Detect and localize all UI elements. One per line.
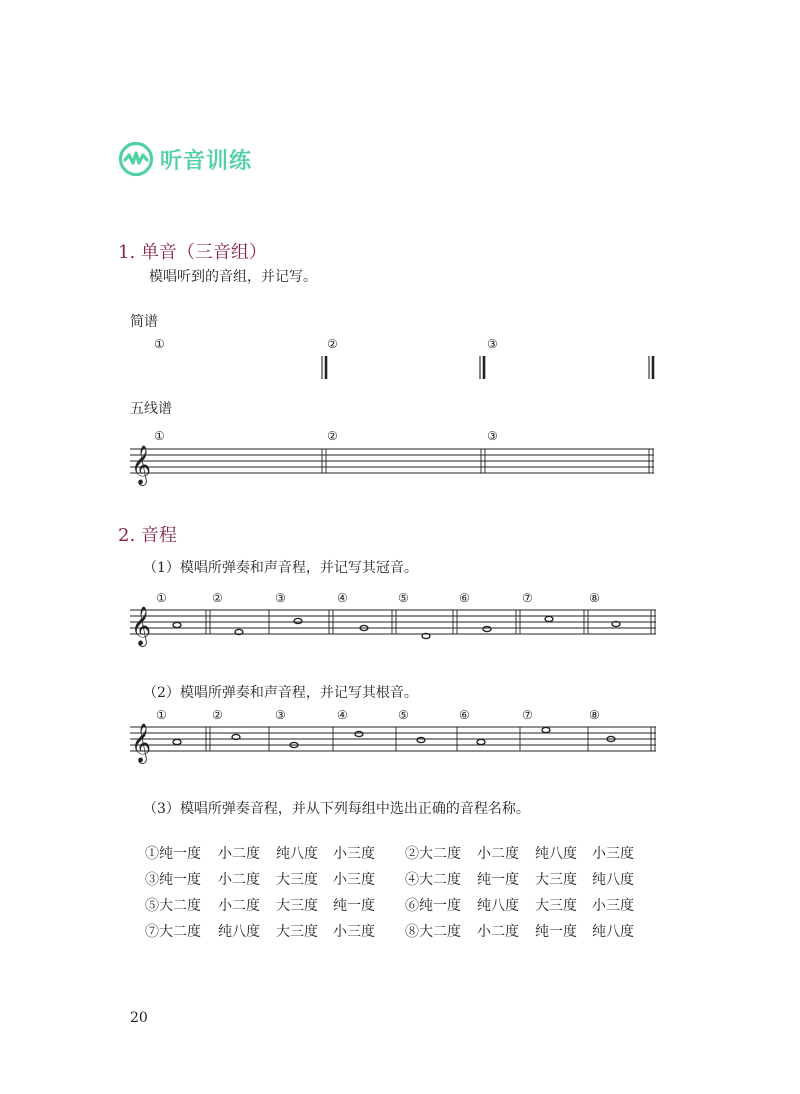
option[interactable]: 纯八度 — [592, 872, 634, 888]
option[interactable]: 大三度 — [276, 872, 318, 888]
option[interactable]: 小二度 — [477, 924, 519, 940]
whole-note — [542, 727, 550, 732]
whole-note — [477, 739, 485, 744]
option[interactable]: 纯八度 — [218, 924, 260, 940]
options-row-4 — [145, 921, 642, 947]
whole-note — [355, 731, 363, 736]
jianpu-marker-2: ② — [327, 337, 338, 351]
jianpu-marker-1: ① — [154, 337, 165, 351]
treble-clef-icon: 𝄞 — [131, 723, 152, 763]
jianpu-label: 简谱 — [130, 314, 158, 330]
option[interactable]: 大三度 — [535, 872, 577, 888]
option[interactable]: 纯八度 — [276, 846, 318, 862]
staff1-marker-3: ③ — [487, 429, 498, 443]
option[interactable]: 小三度 — [333, 846, 375, 862]
option[interactable]: 小三度 — [592, 898, 634, 914]
page-number: 20 — [130, 1010, 148, 1026]
p1-marker-5: ⑤ — [398, 591, 409, 605]
p2-marker-5: ⑤ — [398, 708, 409, 722]
option[interactable]: ③纯一度 — [145, 872, 201, 888]
option[interactable]: 小二度 — [218, 872, 260, 888]
p1-marker-7: ⑦ — [522, 591, 533, 605]
p2-marker-8: ⑧ — [589, 708, 600, 722]
whole-note — [173, 739, 181, 744]
option[interactable]: 纯八度 — [477, 898, 519, 914]
treble-clef-icon: 𝄞 — [131, 606, 152, 646]
option[interactable]: ②大二度 — [405, 846, 461, 862]
p2-marker-7: ⑦ — [522, 708, 533, 722]
section1-title: 1. 单音（三音组） — [118, 242, 267, 263]
option[interactable]: 小三度 — [592, 846, 634, 862]
option[interactable]: 小二度 — [218, 846, 260, 862]
part1-instruction: （1）模唱所弹奏和声音程，并记写其冠音。 — [143, 560, 418, 576]
treble-clef-icon: 𝄞 — [131, 445, 152, 485]
p1-marker-6: ⑥ — [459, 591, 470, 605]
option[interactable]: ⑥纯一度 — [405, 898, 461, 914]
part2-instruction: （2）模唱所弹奏和声音程，并记写其根音。 — [143, 685, 418, 701]
p2-marker-2: ② — [212, 708, 223, 722]
option[interactable]: 大三度 — [276, 924, 318, 940]
part3-instruction: （3）模唱所弹奏音程，并从下列每组中选出正确的音程名称。 — [143, 801, 530, 817]
p1-marker-8: ⑧ — [589, 591, 600, 605]
option[interactable]: ④大二度 — [405, 872, 461, 888]
option[interactable]: ⑦大二度 — [145, 924, 201, 940]
options-row-3 — [145, 895, 642, 921]
staff1-marker-2: ② — [327, 429, 338, 443]
option[interactable]: 小三度 — [333, 872, 375, 888]
option[interactable]: 纯一度 — [333, 898, 375, 914]
whole-note — [417, 737, 425, 742]
section2-title: 2. 音程 — [118, 525, 177, 546]
p1-marker-1: ① — [156, 591, 167, 605]
option[interactable]: 纯一度 — [477, 872, 519, 888]
header-title: 听音训练 — [160, 148, 253, 174]
interval-options — [145, 843, 642, 947]
options-row-2 — [145, 869, 642, 895]
option[interactable]: 小二度 — [218, 898, 260, 914]
jianpu-marker-3: ③ — [487, 337, 498, 351]
p2-marker-1: ① — [156, 708, 167, 722]
p2-marker-4: ④ — [337, 708, 348, 722]
p2-marker-6: ⑥ — [459, 708, 470, 722]
p2-marker-3: ③ — [275, 708, 286, 722]
option[interactable]: ⑤大二度 — [145, 898, 201, 914]
p1-marker-4: ④ — [337, 591, 348, 605]
option[interactable]: 纯一度 — [535, 924, 577, 940]
option[interactable]: 大三度 — [276, 898, 318, 914]
option[interactable]: 小二度 — [477, 846, 519, 862]
option[interactable]: ⑧大二度 — [405, 924, 461, 940]
option[interactable]: ①纯一度 — [145, 846, 201, 862]
staff1-marker-1: ① — [154, 429, 165, 443]
options-row-1 — [145, 843, 642, 869]
option[interactable]: 大三度 — [535, 898, 577, 914]
option[interactable]: 纯八度 — [592, 924, 634, 940]
p1-marker-2: ② — [212, 591, 223, 605]
staff-label: 五线谱 — [130, 401, 172, 417]
section1-instruction: 模唱听到的音组，并记写。 — [149, 269, 317, 285]
p1-marker-3: ③ — [275, 591, 286, 605]
option[interactable]: 小三度 — [333, 924, 375, 940]
option[interactable]: 纯八度 — [535, 846, 577, 862]
